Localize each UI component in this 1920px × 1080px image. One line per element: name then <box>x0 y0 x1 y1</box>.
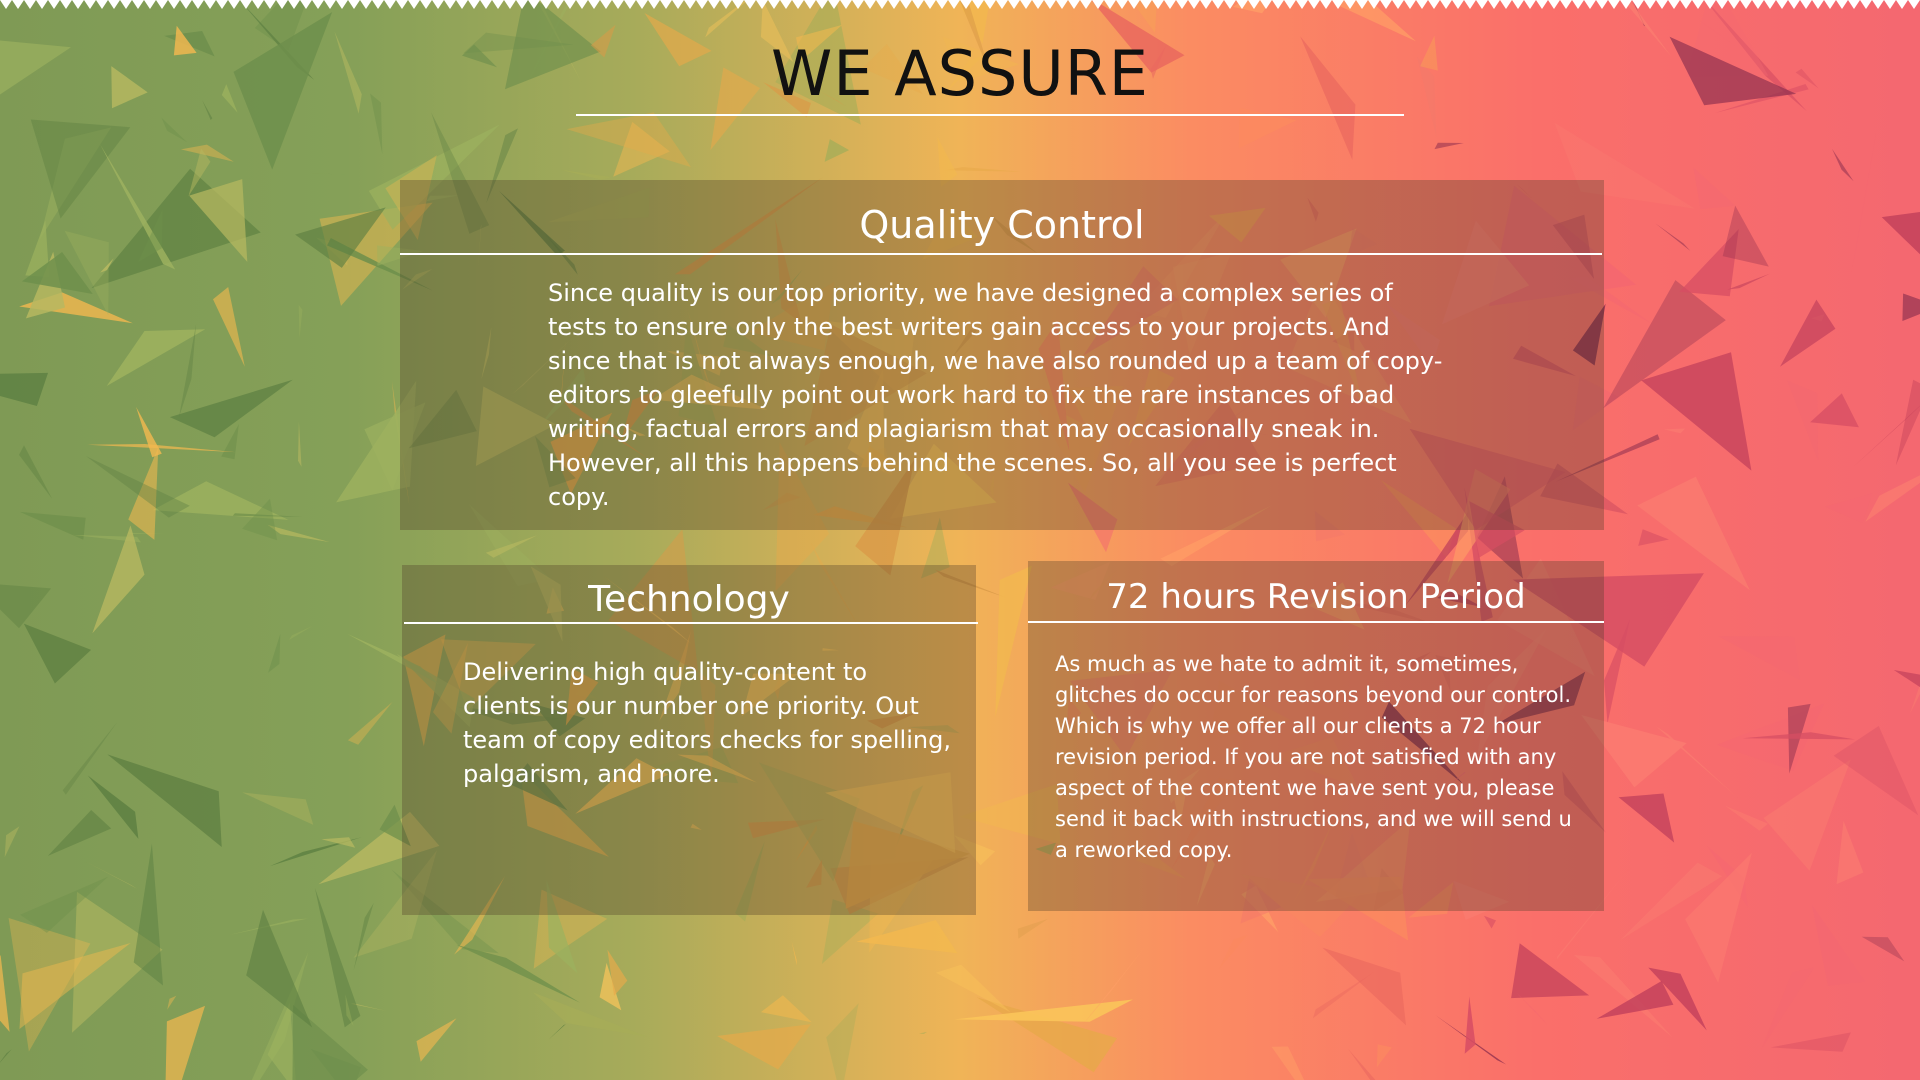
revision-period-title: 72 hours Revision Period <box>1106 577 1526 617</box>
background-shard <box>1664 429 1685 434</box>
quality-control-title: Quality Control <box>859 203 1145 247</box>
background-shard <box>1655 223 1690 251</box>
background-shard <box>761 995 812 1022</box>
background-shard <box>549 1024 566 1040</box>
background-shard <box>1638 529 1669 546</box>
background-shard <box>0 373 48 406</box>
background-shard <box>1465 997 1476 1054</box>
background-shard <box>995 566 1032 717</box>
revision-period-text: As much as we hate to admit it, sometimes, glitches do occur for reasons beyond our control. Which is why we offer all our clients a 72 hour revision period. If you are not satisfied with any aspect of the content we have sent you, please send it back with instructions, and we will send u a reworked copy. <box>1055 652 1572 862</box>
background-shard <box>136 407 162 457</box>
background-shard <box>1619 794 1675 843</box>
background-shard <box>1882 205 1920 278</box>
background-shard <box>1865 457 1920 522</box>
background-shard <box>1812 905 1866 986</box>
background-shard <box>1862 937 1905 962</box>
background-shard <box>1597 981 1674 1019</box>
background-shard <box>1780 300 1835 367</box>
background-shard <box>954 1000 1133 1022</box>
background-shard <box>826 1003 858 1080</box>
background-shard <box>1272 1047 1324 1080</box>
background-shard <box>919 1032 927 1034</box>
background-shard <box>1641 352 1751 470</box>
quality-control-text: Since quality is our top priority, we have designed a complex series of tests to ensure only the best writers gain access to your projects. And since that is not always enough, we have also rounded up a team of copy-editors to gleefully point out work hard to fix the rare instances of bad writing, factual errors and plagiarism that may occasionally sneak in. However, all this happens behind the scenes. So, all you see is perfect copy. <box>548 279 1443 511</box>
background-shard <box>1484 916 1496 929</box>
background-shard <box>242 792 313 825</box>
background-shard <box>1656 726 1739 798</box>
background-shard <box>1894 670 1920 690</box>
revision-period-panel <box>1028 561 1604 911</box>
background-shard <box>1723 206 1769 267</box>
background-shard <box>1511 943 1589 998</box>
background-shard <box>1825 494 1872 524</box>
background-shard <box>1377 1044 1392 1067</box>
technology-panel <box>402 565 976 915</box>
background-shard <box>134 844 163 986</box>
background-shard <box>936 965 1011 1013</box>
background-shard <box>1694 168 1736 210</box>
revision-period-divider <box>1028 621 1604 623</box>
background-shard <box>63 722 117 794</box>
background-shard <box>298 173 363 175</box>
background-shard <box>87 444 235 452</box>
background-shard <box>167 996 176 1010</box>
background-shard <box>825 139 850 162</box>
background-shard <box>1219 935 1248 969</box>
background-shard <box>1771 1032 1851 1051</box>
background-shard <box>1851 132 1876 272</box>
background-shard <box>1837 821 1864 885</box>
background-shard <box>0 582 51 628</box>
technology-title: Technology <box>588 579 790 620</box>
background-shard <box>1764 759 1851 870</box>
background-shard <box>1902 294 1920 322</box>
background-shard <box>48 810 111 856</box>
background-shard <box>1718 636 1800 680</box>
background-shard <box>348 702 393 745</box>
background-shard <box>298 422 302 467</box>
background-shard <box>164 1006 205 1080</box>
background-shard <box>1896 380 1920 466</box>
background-shard <box>24 624 91 684</box>
page-title-underline <box>576 114 1404 116</box>
background-shard <box>107 754 221 847</box>
background-shard <box>1348 1049 1434 1080</box>
background-shard <box>0 955 10 1032</box>
background-shard <box>289 626 313 640</box>
background-shard <box>1018 919 1048 939</box>
background-shard <box>1322 948 1406 1026</box>
quality-control-divider <box>400 253 1602 255</box>
quality-control-panel <box>400 180 1604 530</box>
background-shard <box>1435 143 1464 149</box>
background-shard <box>5 826 20 857</box>
background-shard <box>1727 274 1770 290</box>
background-shard <box>20 512 86 540</box>
background-shard <box>792 941 797 966</box>
background-shard <box>1725 806 1768 831</box>
background-shard <box>1637 477 1750 590</box>
zigzag-top-border <box>0 0 1920 12</box>
page-title: WE ASSURE <box>771 37 1149 110</box>
background-shard <box>31 120 131 219</box>
technology-divider <box>404 622 978 624</box>
background-shard <box>19 445 52 499</box>
technology-text: Delivering high quality-content to clients is our number one priority. Out team of copy editors checks for spelling, palgarism, and more. <box>463 658 951 788</box>
background-shard <box>213 287 245 367</box>
background-shard <box>717 1024 811 1069</box>
background-shard <box>1083 945 1147 1024</box>
background-shard <box>299 305 303 339</box>
zigzag-edge <box>0 0 1920 9</box>
background-shard <box>417 1018 457 1062</box>
background-shard <box>1761 968 1814 1050</box>
background-shard <box>268 634 280 673</box>
background-shard <box>533 992 647 1036</box>
background-shard <box>0 1049 12 1065</box>
background-shard <box>561 170 611 180</box>
background-shard <box>315 888 361 1027</box>
background-shard <box>1832 149 1854 182</box>
background-shard <box>162 118 188 143</box>
